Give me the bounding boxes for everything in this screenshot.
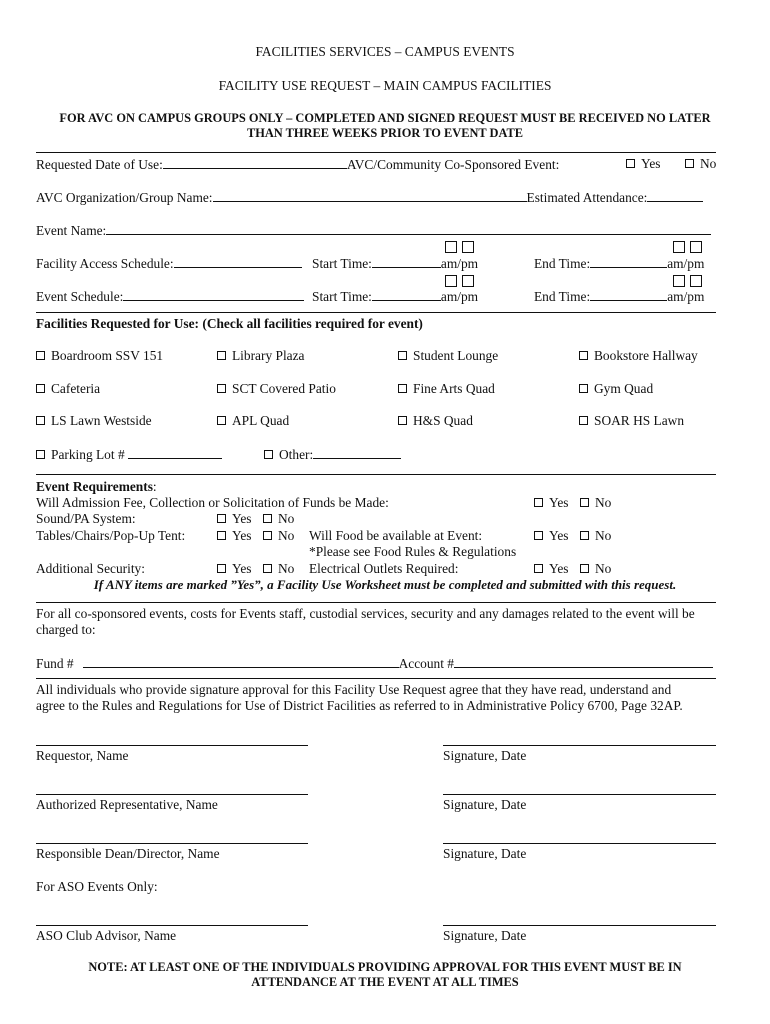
worksheet-warning: If ANY items are marked ”Yes”, a Facility Use Worksheet must be completed and submitted with this request. [93,577,677,592]
cosponsored-no-checkbox[interactable] [685,159,694,168]
tables-yes-option [217,528,251,544]
yes-label: Yes [549,561,569,576]
account-input[interactable] [454,655,713,668]
advisor-signature-line[interactable] [443,925,716,926]
facilities-heading: Facilities Requested for Use: (Check all facilities required for event) [36,316,423,331]
aso-heading: For ASO Events Only: [36,879,158,894]
event-end-ampm-boxes [673,275,707,289]
other-facility-label: Other: [279,447,314,462]
admission-label: Will Admission Fee, Collection or Solicitation of Funds be Made: [36,495,389,510]
divider [36,312,716,313]
facility-option [36,381,100,397]
facility-option [579,381,653,397]
account-label: Account # [398,656,454,671]
ampm-label: am/pm [440,289,479,304]
access-end-ampm-boxes [673,241,707,255]
facility-checkbox[interactable] [36,384,45,393]
divider [36,678,716,679]
requirements-heading [36,479,157,495]
admission-yes-option [534,495,568,511]
divider [36,602,716,603]
access-schedule-row [36,255,302,272]
ampm-label: am/pm [667,289,705,304]
no-label: No [595,528,612,543]
food-yes-checkbox[interactable] [534,531,543,540]
am-checkbox[interactable] [445,241,457,253]
yes-label: Yes [232,511,252,526]
electrical-no-option [580,561,611,577]
event-name-row [36,222,711,239]
sound-no-checkbox[interactable] [263,514,272,523]
access-schedule-label: Facility Access Schedule: [36,256,174,271]
facility-label: Fine Arts Quad [413,381,495,396]
signature-date-label: Signature, Date [443,748,527,763]
agreement-line-2: agree to the Rules and Regulations for Use of District Facilities as referred to in Administrative Policy 6700, Page 32AP. [36,698,683,713]
facility-checkbox[interactable] [217,351,226,360]
no-label: No [700,156,717,171]
facility-label: Library Plaza [232,348,305,363]
food-label: Will Food be available at Event: [309,528,483,543]
access-start-time [312,255,478,272]
no-label: No [278,528,295,543]
dean-signature-line[interactable] [443,843,716,844]
divider [36,474,716,475]
facility-checkbox[interactable] [398,384,407,393]
facility-option [36,348,163,364]
electrical-yes-option [534,561,568,577]
cosponsored-no-option [685,156,716,172]
event-schedule-row [36,288,304,305]
security-label: Additional Security: [36,561,145,576]
cosponsored-label: AVC/Community Co-Sponsored Event: [346,157,560,172]
org-name-input[interactable] [213,189,527,202]
event-name-input[interactable] [106,222,711,235]
facility-label: Cafeteria [51,381,101,396]
org-name-label: AVC Organization/Group Name: [36,190,213,205]
security-yes-option [217,561,251,577]
yes-label: Yes [549,528,569,543]
facility-label: APL Quad [232,413,290,428]
notice-line-2: THAN THREE WEEKS PRIOR TO EVENT DATE [246,126,524,140]
requirements-heading-text: Event Requirements [36,479,153,494]
costs-text-line-1: For all co-sponsored events, costs for Events staff, custodial services, security and any damages related to the event will be [36,606,695,621]
fund-account-row [36,655,713,672]
event-start-time [312,288,478,305]
facility-option [217,381,336,397]
pm-checkbox[interactable] [462,241,474,253]
facility-label: Gym Quad [594,381,654,396]
requested-date-row [36,156,559,173]
food-no-checkbox[interactable] [580,531,589,540]
pm-checkbox[interactable] [690,241,702,253]
admission-no-checkbox[interactable] [580,498,589,507]
access-start-time-input[interactable] [372,255,441,268]
security-no-checkbox[interactable] [263,564,272,573]
sound-yes-checkbox[interactable] [217,514,226,523]
no-label: No [595,561,612,576]
parking-lot-input[interactable] [128,446,222,459]
parking-lot-option [36,446,222,463]
facility-checkbox[interactable] [36,416,45,425]
tables-no-option [263,528,294,544]
authorized-signature-line[interactable] [443,794,716,795]
end-time-label: End Time: [534,256,591,271]
facility-option [398,348,498,364]
pm-checkbox[interactable] [462,275,474,287]
attendance-input[interactable] [647,189,703,202]
facility-label: Boardroom SSV 151 [51,348,164,363]
cosponsored-yes-checkbox[interactable] [626,159,635,168]
event-start-ampm-boxes [445,275,479,289]
security-no-option [263,561,294,577]
form-subtitle: FACILITY USE REQUEST – MAIN CAMPUS FACILITIES [218,78,552,93]
parking-lot-checkbox[interactable] [36,450,45,459]
facility-option [398,413,473,429]
authorized-name-line[interactable] [36,794,308,795]
facility-option [217,348,305,364]
no-label: No [278,511,295,526]
advisor-name-label: ASO Club Advisor, Name [36,928,177,943]
facility-option [579,413,684,429]
facility-label: Student Lounge [413,348,499,363]
other-facility-option [264,446,401,463]
facility-option [36,413,152,429]
access-start-ampm-boxes [445,241,479,255]
food-no-option [580,528,611,544]
security-yes-checkbox[interactable] [217,564,226,573]
parking-lot-label: Parking Lot # [51,447,125,462]
agreement-line-1: All individuals who provide signature approval for this Facility Use Request agree that they have read, understand and [36,682,672,697]
access-end-time [534,255,704,272]
admission-no-option [580,495,611,511]
am-checkbox[interactable] [673,241,685,253]
yes-label: Yes [549,495,569,510]
no-label: No [595,495,612,510]
attendance-label: Estimated Attendance: [526,190,648,205]
sound-no-option [263,511,294,527]
yes-label: Yes [641,156,661,171]
signature-date-label: Signature, Date [443,797,527,812]
facility-option [579,348,698,364]
authorized-name-label: Authorized Representative, Name [36,797,218,812]
facility-checkbox[interactable] [579,384,588,393]
facility-label: Bookstore Hallway [594,348,698,363]
costs-text-line-2: charged to: [36,622,96,637]
fund-input[interactable] [83,655,399,668]
form-title: FACILITIES SERVICES – CAMPUS EVENTS [255,44,515,59]
notice-line-1: FOR AVC ON CAMPUS GROUPS ONLY – COMPLETED AND SIGNED REQUEST MUST BE RECEIVED NO LATER [59,111,711,125]
facility-label: H&S Quad [413,413,473,428]
electrical-label: Electrical Outlets Required: [309,561,459,576]
fund-label: Fund # [36,656,74,671]
dean-name-label: Responsible Dean/Director, Name [36,846,220,861]
event-name-label: Event Name: [36,223,107,238]
event-start-time-input[interactable] [372,288,441,301]
facility-label: SOAR HS Lawn [594,413,685,428]
dean-name-line[interactable] [36,843,308,844]
other-facility-input[interactable] [313,446,401,459]
footer-note-line-1: NOTE: AT LEAST ONE OF THE INDIVIDUALS PROVIDING APPROVAL FOR THIS EVENT MUST BE IN [88,960,682,974]
cosponsored-yes-option [626,156,660,172]
requestor-name-label: Requestor, Name [36,748,129,763]
advisor-name-line[interactable] [36,925,308,926]
facility-label: LS Lawn Westside [51,413,152,428]
other-facility-checkbox[interactable] [264,450,273,459]
facility-label: SCT Covered Patio [232,381,336,396]
tables-yes-checkbox[interactable] [217,531,226,540]
start-time-label: Start Time: [312,256,372,271]
end-time-label: End Time: [534,289,591,304]
signature-date-label: Signature, Date [443,846,527,861]
requestor-name-line[interactable] [36,745,308,746]
event-schedule-label: Event Schedule: [36,289,124,304]
tables-label: Tables/Chairs/Pop-Up Tent: [36,528,186,543]
ampm-label: am/pm [440,256,479,271]
footer-note-line-2: ATTENDANCE AT THE EVENT AT ALL TIMES [251,975,519,989]
ampm-label: am/pm [667,256,705,271]
access-end-time-input[interactable] [590,255,667,268]
am-checkbox[interactable] [445,275,457,287]
requirements-heading-colon: : [152,479,157,494]
admission-yes-checkbox[interactable] [534,498,543,507]
food-note: *Please see Food Rules & Regulations [309,544,517,559]
food-yes-option [534,528,568,544]
event-end-time-input[interactable] [590,288,667,301]
sound-yes-option [217,511,251,527]
pm-checkbox[interactable] [690,275,702,287]
org-name-row [36,189,703,206]
tables-no-checkbox[interactable] [263,531,272,540]
event-end-time [534,288,704,305]
requested-date-input[interactable] [163,156,347,169]
facility-checkbox[interactable] [398,416,407,425]
facility-checkbox[interactable] [579,416,588,425]
facility-checkbox[interactable] [217,384,226,393]
facility-checkbox[interactable] [36,351,45,360]
facility-checkbox[interactable] [217,416,226,425]
signature-date-label: Signature, Date [443,928,527,943]
requested-date-label: Requested Date of Use: [36,157,163,172]
electrical-yes-checkbox[interactable] [534,564,543,573]
no-label: No [278,561,295,576]
requestor-signature-line[interactable] [443,745,716,746]
facility-option [398,381,495,397]
event-schedule-input[interactable] [123,288,304,301]
start-time-label: Start Time: [312,289,372,304]
access-schedule-input[interactable] [174,255,302,268]
facility-checkbox[interactable] [579,351,588,360]
divider [36,152,716,153]
sound-label: Sound/PA System: [36,511,136,526]
yes-label: Yes [232,561,252,576]
facility-checkbox[interactable] [398,351,407,360]
facility-option [217,413,289,429]
electrical-no-checkbox[interactable] [580,564,589,573]
yes-label: Yes [232,528,252,543]
am-checkbox[interactable] [673,275,685,287]
